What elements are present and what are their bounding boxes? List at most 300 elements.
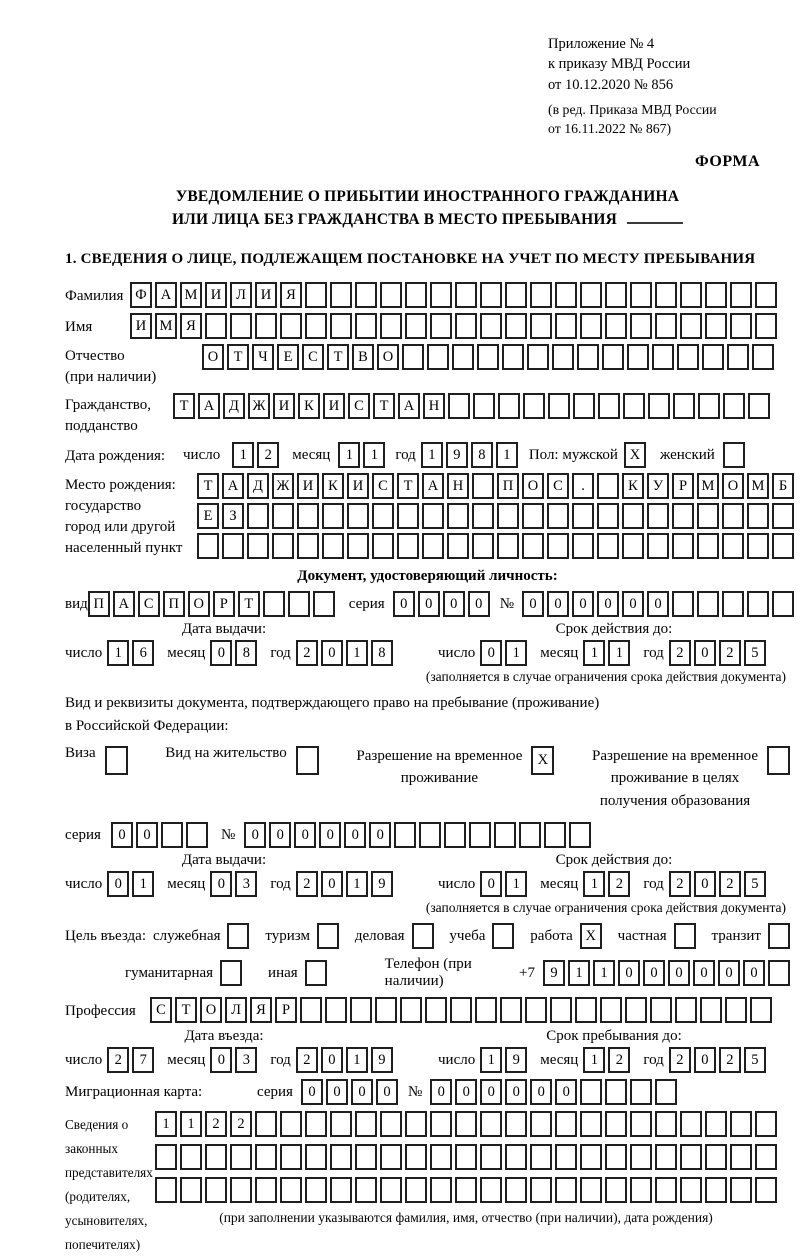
char-box[interactable]: М bbox=[180, 282, 202, 308]
char-box[interactable] bbox=[280, 1144, 302, 1170]
char-box[interactable]: 0 bbox=[597, 591, 619, 617]
char-box[interactable]: Р bbox=[672, 473, 694, 499]
char-box[interactable] bbox=[205, 1177, 227, 1203]
char-box[interactable]: 0 bbox=[694, 640, 716, 666]
char-box[interactable]: 0 bbox=[210, 1047, 232, 1073]
char-box[interactable] bbox=[355, 1177, 377, 1203]
char-box[interactable]: А bbox=[155, 282, 177, 308]
char-box[interactable]: И bbox=[130, 313, 152, 339]
char-box[interactable] bbox=[397, 533, 419, 559]
char-box[interactable] bbox=[530, 1177, 552, 1203]
char-box[interactable]: 0 bbox=[344, 822, 366, 848]
char-box[interactable]: 1 bbox=[480, 1047, 502, 1073]
char-box[interactable] bbox=[527, 344, 549, 370]
char-box[interactable] bbox=[380, 1177, 402, 1203]
char-box[interactable]: 2 bbox=[296, 1047, 318, 1073]
char-box[interactable] bbox=[505, 1144, 527, 1170]
char-box[interactable]: 3 bbox=[235, 871, 257, 897]
char-box[interactable] bbox=[573, 393, 595, 419]
char-box[interactable] bbox=[322, 503, 344, 529]
char-box[interactable]: С bbox=[372, 473, 394, 499]
char-box[interactable] bbox=[680, 282, 702, 308]
char-box[interactable] bbox=[555, 313, 577, 339]
char-box[interactable]: З bbox=[222, 503, 244, 529]
char-box[interactable] bbox=[677, 344, 699, 370]
char-box[interactable]: Д bbox=[223, 393, 245, 419]
char-box[interactable] bbox=[397, 503, 419, 529]
char-box[interactable]: 0 bbox=[643, 960, 665, 986]
purpose-transit-checkbox[interactable] bbox=[768, 923, 790, 949]
char-box[interactable]: 0 bbox=[376, 1079, 398, 1105]
char-box[interactable] bbox=[747, 503, 769, 529]
char-box[interactable]: 0 bbox=[455, 1079, 477, 1105]
char-box[interactable] bbox=[480, 1111, 502, 1137]
char-box[interactable] bbox=[247, 533, 269, 559]
char-box[interactable]: П bbox=[88, 591, 110, 617]
char-box[interactable] bbox=[355, 1111, 377, 1137]
char-box[interactable] bbox=[655, 1144, 677, 1170]
char-box[interactable] bbox=[652, 344, 674, 370]
char-box[interactable] bbox=[430, 282, 452, 308]
char-box[interactable] bbox=[197, 533, 219, 559]
char-box[interactable] bbox=[673, 393, 695, 419]
char-box[interactable] bbox=[455, 313, 477, 339]
char-box[interactable]: 0 bbox=[572, 591, 594, 617]
char-box[interactable]: 0 bbox=[505, 1079, 527, 1105]
char-box[interactable]: 0 bbox=[319, 822, 341, 848]
char-box[interactable] bbox=[650, 997, 672, 1023]
char-box[interactable]: 0 bbox=[418, 591, 440, 617]
char-box[interactable] bbox=[630, 313, 652, 339]
visa-checkbox[interactable] bbox=[105, 746, 128, 775]
char-box[interactable] bbox=[372, 503, 394, 529]
char-box[interactable] bbox=[647, 533, 669, 559]
char-box[interactable] bbox=[444, 822, 466, 848]
purpose-work-checkbox[interactable]: X bbox=[580, 923, 602, 949]
char-box[interactable] bbox=[272, 503, 294, 529]
char-box[interactable]: 0 bbox=[480, 871, 502, 897]
char-box[interactable] bbox=[655, 1177, 677, 1203]
char-box[interactable] bbox=[263, 591, 285, 617]
char-box[interactable] bbox=[325, 997, 347, 1023]
char-box[interactable] bbox=[480, 1177, 502, 1203]
char-box[interactable] bbox=[630, 282, 652, 308]
char-box[interactable]: У bbox=[647, 473, 669, 499]
char-box[interactable]: 0 bbox=[244, 822, 266, 848]
char-box[interactable] bbox=[772, 503, 794, 529]
char-box[interactable] bbox=[480, 313, 502, 339]
char-box[interactable]: А bbox=[198, 393, 220, 419]
char-box[interactable] bbox=[380, 313, 402, 339]
char-box[interactable] bbox=[180, 1144, 202, 1170]
char-box[interactable]: 1 bbox=[180, 1111, 202, 1137]
char-box[interactable] bbox=[255, 1111, 277, 1137]
char-box[interactable]: 5 bbox=[744, 640, 766, 666]
char-box[interactable]: 0 bbox=[522, 591, 544, 617]
char-box[interactable] bbox=[725, 997, 747, 1023]
char-box[interactable]: 6 bbox=[132, 640, 154, 666]
char-box[interactable]: 2 bbox=[205, 1111, 227, 1137]
char-box[interactable]: Я bbox=[250, 997, 272, 1023]
char-box[interactable] bbox=[405, 282, 427, 308]
purpose-private-checkbox[interactable] bbox=[674, 923, 696, 949]
char-box[interactable] bbox=[630, 1177, 652, 1203]
residence-permit-checkbox[interactable] bbox=[296, 746, 319, 775]
char-box[interactable] bbox=[255, 1144, 277, 1170]
char-box[interactable]: 0 bbox=[301, 1079, 323, 1105]
char-box[interactable]: В bbox=[352, 344, 374, 370]
char-box[interactable] bbox=[375, 997, 397, 1023]
char-box[interactable]: 1 bbox=[505, 640, 527, 666]
char-box[interactable] bbox=[300, 997, 322, 1023]
char-box[interactable]: 1 bbox=[132, 871, 154, 897]
char-box[interactable] bbox=[755, 313, 777, 339]
char-box[interactable] bbox=[422, 533, 444, 559]
char-box[interactable] bbox=[447, 533, 469, 559]
char-box[interactable]: 0 bbox=[269, 822, 291, 848]
char-box[interactable]: 2 bbox=[296, 871, 318, 897]
char-box[interactable] bbox=[577, 344, 599, 370]
char-box[interactable] bbox=[447, 503, 469, 529]
char-box[interactable] bbox=[768, 960, 790, 986]
char-box[interactable]: 0 bbox=[430, 1079, 452, 1105]
char-box[interactable]: 1 bbox=[505, 871, 527, 897]
char-box[interactable]: А bbox=[222, 473, 244, 499]
char-box[interactable] bbox=[705, 1177, 727, 1203]
char-box[interactable]: 0 bbox=[555, 1079, 577, 1105]
char-box[interactable] bbox=[380, 1111, 402, 1137]
char-box[interactable]: 0 bbox=[326, 1079, 348, 1105]
char-box[interactable] bbox=[505, 282, 527, 308]
char-box[interactable] bbox=[623, 393, 645, 419]
char-box[interactable]: 5 bbox=[744, 871, 766, 897]
char-box[interactable] bbox=[747, 591, 769, 617]
char-box[interactable]: Т bbox=[173, 393, 195, 419]
char-box[interactable] bbox=[672, 503, 694, 529]
char-box[interactable] bbox=[505, 1111, 527, 1137]
char-box[interactable] bbox=[313, 591, 335, 617]
purpose-business-checkbox[interactable] bbox=[227, 923, 249, 949]
char-box[interactable] bbox=[347, 533, 369, 559]
char-box[interactable] bbox=[727, 344, 749, 370]
char-box[interactable]: 0 bbox=[480, 640, 502, 666]
char-box[interactable] bbox=[647, 503, 669, 529]
char-box[interactable]: 0 bbox=[718, 960, 740, 986]
char-box[interactable] bbox=[630, 1079, 652, 1105]
char-box[interactable] bbox=[580, 313, 602, 339]
char-box[interactable] bbox=[355, 313, 377, 339]
char-box[interactable] bbox=[648, 393, 670, 419]
char-box[interactable] bbox=[697, 591, 719, 617]
char-box[interactable] bbox=[722, 591, 744, 617]
char-box[interactable] bbox=[655, 282, 677, 308]
char-box[interactable]: А bbox=[113, 591, 135, 617]
char-box[interactable]: Ч bbox=[252, 344, 274, 370]
char-box[interactable] bbox=[355, 1144, 377, 1170]
char-box[interactable] bbox=[255, 1177, 277, 1203]
char-box[interactable] bbox=[705, 1111, 727, 1137]
char-box[interactable] bbox=[455, 282, 477, 308]
char-box[interactable]: 0 bbox=[668, 960, 690, 986]
char-box[interactable]: 0 bbox=[210, 640, 232, 666]
char-box[interactable]: И bbox=[205, 282, 227, 308]
char-box[interactable]: К bbox=[622, 473, 644, 499]
char-box[interactable] bbox=[450, 997, 472, 1023]
char-box[interactable]: Т bbox=[227, 344, 249, 370]
char-box[interactable] bbox=[755, 1177, 777, 1203]
char-box[interactable]: Л bbox=[225, 997, 247, 1023]
char-box[interactable] bbox=[552, 344, 574, 370]
char-box[interactable]: 1 bbox=[583, 1047, 605, 1073]
char-box[interactable] bbox=[600, 997, 622, 1023]
char-box[interactable] bbox=[430, 1177, 452, 1203]
char-box[interactable]: С bbox=[138, 591, 160, 617]
char-box[interactable] bbox=[455, 1144, 477, 1170]
char-box[interactable]: 1 bbox=[346, 871, 368, 897]
char-box[interactable]: Б bbox=[772, 473, 794, 499]
char-box[interactable]: Т bbox=[373, 393, 395, 419]
char-box[interactable]: 2 bbox=[719, 1047, 741, 1073]
char-box[interactable] bbox=[698, 393, 720, 419]
char-box[interactable] bbox=[572, 503, 594, 529]
char-box[interactable] bbox=[186, 822, 208, 848]
char-box[interactable]: 0 bbox=[351, 1079, 373, 1105]
char-box[interactable]: 9 bbox=[371, 1047, 393, 1073]
purpose-study-checkbox[interactable] bbox=[492, 923, 514, 949]
char-box[interactable] bbox=[402, 344, 424, 370]
char-box[interactable]: 0 bbox=[393, 591, 415, 617]
char-box[interactable]: С bbox=[150, 997, 172, 1023]
char-box[interactable]: С bbox=[302, 344, 324, 370]
char-box[interactable] bbox=[680, 1144, 702, 1170]
char-box[interactable] bbox=[405, 1144, 427, 1170]
char-box[interactable]: 2 bbox=[230, 1111, 252, 1137]
char-box[interactable]: 2 bbox=[107, 1047, 129, 1073]
char-box[interactable]: 2 bbox=[257, 442, 279, 468]
char-box[interactable] bbox=[625, 997, 647, 1023]
char-box[interactable] bbox=[405, 313, 427, 339]
char-box[interactable] bbox=[473, 393, 495, 419]
char-box[interactable] bbox=[505, 1177, 527, 1203]
char-box[interactable]: 0 bbox=[111, 822, 133, 848]
char-box[interactable] bbox=[472, 473, 494, 499]
char-box[interactable]: 1 bbox=[107, 640, 129, 666]
char-box[interactable] bbox=[730, 1144, 752, 1170]
char-box[interactable] bbox=[697, 533, 719, 559]
char-box[interactable]: 0 bbox=[321, 1047, 343, 1073]
char-box[interactable] bbox=[330, 1144, 352, 1170]
char-box[interactable] bbox=[525, 997, 547, 1023]
char-box[interactable] bbox=[155, 1144, 177, 1170]
char-box[interactable]: О bbox=[188, 591, 210, 617]
char-box[interactable] bbox=[530, 1111, 552, 1137]
char-box[interactable] bbox=[305, 1144, 327, 1170]
char-box[interactable] bbox=[680, 313, 702, 339]
char-box[interactable]: 1 bbox=[155, 1111, 177, 1137]
char-box[interactable] bbox=[297, 503, 319, 529]
char-box[interactable] bbox=[452, 344, 474, 370]
char-box[interactable]: М bbox=[155, 313, 177, 339]
char-box[interactable] bbox=[497, 533, 519, 559]
char-box[interactable] bbox=[255, 313, 277, 339]
char-box[interactable] bbox=[722, 503, 744, 529]
char-box[interactable]: 2 bbox=[719, 871, 741, 897]
char-box[interactable]: 2 bbox=[608, 871, 630, 897]
char-box[interactable]: 0 bbox=[618, 960, 640, 986]
char-box[interactable] bbox=[405, 1111, 427, 1137]
purpose-other-checkbox[interactable] bbox=[305, 960, 327, 986]
char-box[interactable] bbox=[755, 282, 777, 308]
char-box[interactable] bbox=[705, 282, 727, 308]
char-box[interactable] bbox=[530, 282, 552, 308]
temp-residence-checkbox[interactable]: X bbox=[531, 746, 554, 775]
char-box[interactable] bbox=[297, 533, 319, 559]
char-box[interactable] bbox=[655, 1079, 677, 1105]
char-box[interactable] bbox=[305, 282, 327, 308]
char-box[interactable] bbox=[222, 533, 244, 559]
char-box[interactable] bbox=[697, 503, 719, 529]
char-box[interactable] bbox=[630, 1144, 652, 1170]
char-box[interactable]: Н bbox=[423, 393, 445, 419]
gender-female-checkbox[interactable] bbox=[723, 442, 745, 468]
char-box[interactable] bbox=[755, 1144, 777, 1170]
char-box[interactable]: Ж bbox=[248, 393, 270, 419]
char-box[interactable] bbox=[752, 344, 774, 370]
char-box[interactable]: С bbox=[348, 393, 370, 419]
char-box[interactable]: О bbox=[377, 344, 399, 370]
char-box[interactable] bbox=[580, 1079, 602, 1105]
char-box[interactable]: 2 bbox=[669, 640, 691, 666]
char-box[interactable] bbox=[772, 533, 794, 559]
char-box[interactable]: 0 bbox=[547, 591, 569, 617]
char-box[interactable]: 2 bbox=[669, 871, 691, 897]
char-box[interactable] bbox=[597, 473, 619, 499]
char-box[interactable] bbox=[675, 997, 697, 1023]
char-box[interactable] bbox=[530, 1144, 552, 1170]
char-box[interactable] bbox=[572, 533, 594, 559]
char-box[interactable] bbox=[448, 393, 470, 419]
char-box[interactable] bbox=[305, 1177, 327, 1203]
char-box[interactable] bbox=[627, 344, 649, 370]
char-box[interactable] bbox=[750, 997, 772, 1023]
purpose-commercial-checkbox[interactable] bbox=[412, 923, 434, 949]
char-box[interactable] bbox=[580, 1144, 602, 1170]
char-box[interactable]: Р bbox=[275, 997, 297, 1023]
char-box[interactable]: Я bbox=[280, 282, 302, 308]
char-box[interactable]: И bbox=[273, 393, 295, 419]
char-box[interactable] bbox=[230, 1177, 252, 1203]
char-box[interactable] bbox=[655, 313, 677, 339]
char-box[interactable]: Т bbox=[175, 997, 197, 1023]
char-box[interactable] bbox=[500, 997, 522, 1023]
char-box[interactable] bbox=[730, 313, 752, 339]
char-box[interactable] bbox=[605, 1144, 627, 1170]
char-box[interactable]: 2 bbox=[296, 640, 318, 666]
char-box[interactable] bbox=[605, 1079, 627, 1105]
char-box[interactable]: 1 bbox=[363, 442, 385, 468]
char-box[interactable] bbox=[472, 533, 494, 559]
char-box[interactable] bbox=[330, 1111, 352, 1137]
char-box[interactable] bbox=[272, 533, 294, 559]
char-box[interactable] bbox=[555, 1177, 577, 1203]
char-box[interactable]: 9 bbox=[543, 960, 565, 986]
char-box[interactable] bbox=[672, 591, 694, 617]
char-box[interactable] bbox=[280, 1111, 302, 1137]
char-box[interactable] bbox=[205, 1144, 227, 1170]
char-box[interactable] bbox=[497, 503, 519, 529]
char-box[interactable] bbox=[530, 313, 552, 339]
char-box[interactable]: 1 bbox=[608, 640, 630, 666]
char-box[interactable] bbox=[480, 282, 502, 308]
char-box[interactable] bbox=[575, 997, 597, 1023]
char-box[interactable]: 0 bbox=[321, 640, 343, 666]
char-box[interactable] bbox=[622, 533, 644, 559]
char-box[interactable] bbox=[394, 822, 416, 848]
char-box[interactable] bbox=[605, 313, 627, 339]
char-box[interactable]: Л bbox=[230, 282, 252, 308]
char-box[interactable]: 8 bbox=[371, 640, 393, 666]
char-box[interactable]: 1 bbox=[583, 871, 605, 897]
char-box[interactable] bbox=[522, 503, 544, 529]
char-box[interactable] bbox=[280, 1177, 302, 1203]
char-box[interactable] bbox=[400, 997, 422, 1023]
char-box[interactable] bbox=[597, 533, 619, 559]
char-box[interactable] bbox=[330, 282, 352, 308]
char-box[interactable]: 0 bbox=[107, 871, 129, 897]
char-box[interactable] bbox=[475, 997, 497, 1023]
char-box[interactable] bbox=[580, 1111, 602, 1137]
char-box[interactable] bbox=[622, 503, 644, 529]
char-box[interactable] bbox=[605, 1111, 627, 1137]
char-box[interactable] bbox=[680, 1111, 702, 1137]
char-box[interactable] bbox=[305, 313, 327, 339]
char-box[interactable]: Т bbox=[197, 473, 219, 499]
char-box[interactable] bbox=[247, 503, 269, 529]
char-box[interactable]: Е bbox=[277, 344, 299, 370]
char-box[interactable]: О bbox=[202, 344, 224, 370]
char-box[interactable]: А bbox=[398, 393, 420, 419]
char-box[interactable]: И bbox=[297, 473, 319, 499]
char-box[interactable]: 1 bbox=[496, 442, 518, 468]
char-box[interactable] bbox=[597, 503, 619, 529]
char-box[interactable]: И bbox=[255, 282, 277, 308]
char-box[interactable]: 0 bbox=[468, 591, 490, 617]
char-box[interactable] bbox=[605, 282, 627, 308]
char-box[interactable] bbox=[455, 1111, 477, 1137]
char-box[interactable] bbox=[322, 533, 344, 559]
char-box[interactable] bbox=[380, 1144, 402, 1170]
char-box[interactable] bbox=[755, 1111, 777, 1137]
char-box[interactable] bbox=[405, 1177, 427, 1203]
char-box[interactable]: 0 bbox=[694, 1047, 716, 1073]
char-box[interactable]: Т bbox=[327, 344, 349, 370]
char-box[interactable]: М bbox=[747, 473, 769, 499]
char-box[interactable] bbox=[355, 282, 377, 308]
char-box[interactable]: . bbox=[572, 473, 594, 499]
temp-residence-edu-checkbox[interactable] bbox=[767, 746, 790, 775]
char-box[interactable] bbox=[772, 591, 794, 617]
char-box[interactable] bbox=[555, 1144, 577, 1170]
char-box[interactable]: 1 bbox=[346, 1047, 368, 1073]
char-box[interactable]: 8 bbox=[471, 442, 493, 468]
char-box[interactable] bbox=[544, 822, 566, 848]
char-box[interactable]: 1 bbox=[593, 960, 615, 986]
char-box[interactable] bbox=[730, 282, 752, 308]
char-box[interactable]: Т bbox=[238, 591, 260, 617]
char-box[interactable] bbox=[705, 313, 727, 339]
char-box[interactable] bbox=[723, 393, 745, 419]
char-box[interactable]: И bbox=[347, 473, 369, 499]
